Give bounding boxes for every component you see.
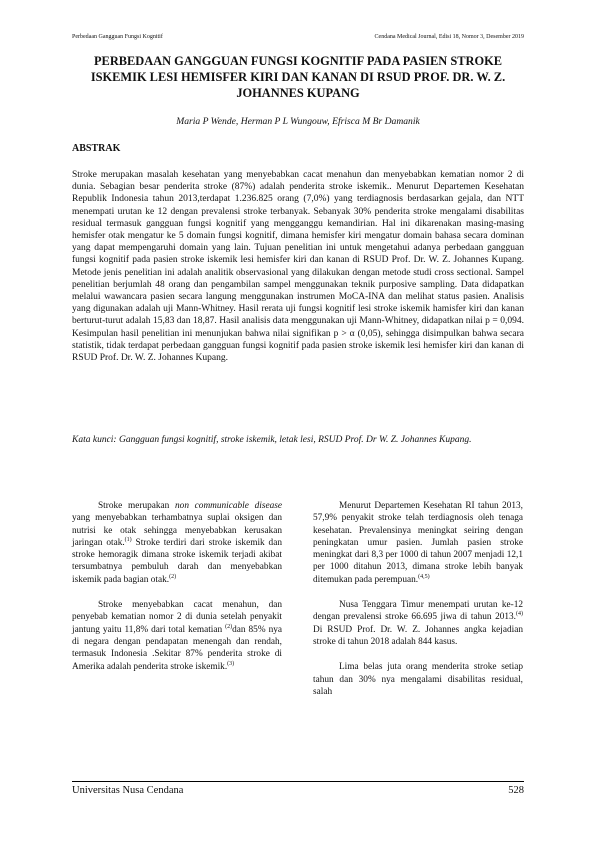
paragraph-text: Di RSUD Prof. Dr. W. Z. Johannes angka kejadian stroke di tahun 2018 adalah 844 kasus. bbox=[313, 624, 523, 647]
paragraph-text: Stroke merupakan bbox=[98, 501, 176, 511]
footer-divider bbox=[72, 781, 524, 782]
body-paragraph bbox=[313, 500, 523, 586]
paragraph-text: Lima belas juta orang menderita stroke setiap tahun dan 30% nya mengalami disabilitas residual, salah bbox=[313, 662, 523, 697]
paragraph-text: Menurut Departemen Kesehatan RI tahun 2013, 57,9% penyakit stroke telah terdiagnosis oleh tenaga kesehatan. Prevalensinya meningkat seiring dengan peningkatan umur pasien. Jumlah pasien stroke meningkat dari 8,3 per 1000 di tahun 2007 menjadi 12,1 per 1000 ditahun 2013, dimana stroke lebih banyak ditemukan pada perempuan. bbox=[313, 501, 523, 585]
body-column-right bbox=[313, 500, 523, 711]
body-paragraph bbox=[72, 500, 282, 586]
paragraph-text: Nusa Tenggara Timur menempati urutan ke-12 dengan prevalensi stroke 66.695 jiwa di tahun 2013. bbox=[313, 600, 523, 623]
emphasis-text: non communicable disease bbox=[175, 501, 282, 511]
paragraph-text: yang menyebabkan terhambatnya suplai oksigen dan nutrisi ke otak sehingga menyebabkan kerusakan jaringan otak. bbox=[72, 513, 282, 548]
paragraph-text: Stroke terdiri dari stroke iskemik dan stroke hemoragik dimana stroke iskemik terjadi akibat tersumbatnya pembuluh darah dan menyebabkan iskemik pada bagian otak. bbox=[72, 537, 282, 585]
citation-ref: (4) bbox=[516, 611, 523, 618]
abstract-heading: ABSTRAK bbox=[72, 143, 121, 154]
running-header-right: Cendana Medical Journal, Edisi 18, Nomor 3, Desember 2019 bbox=[374, 34, 524, 40]
citation-ref: (4,5) bbox=[418, 573, 430, 580]
running-header-left: Perbedaan Gangguan Fungsi Kognitif bbox=[72, 34, 163, 40]
abstract-text: Stroke merupakan masalah kesehatan yang menyebabkan cacat menahun dan menyebabkan kematian nomor 2 di dunia. Sebagian besar penderita stroke (87%) adalah penderita stroke iskemik.. Menurut Departemen Kesehatan Republik Indonesia tahun 2013,terdapat 1.236.825 orang (7,0%) yang terdiagnosis berdasarkan gejala, dan NTT menempati urutan ke 12 dengan prevalensi stroke terbanyak. Sebanyak 30% penderita stroke mengalami disabilitas residual termasuk gangguan fungsi kognitif yang mengganggu kemandirian. Hal ini dikarenakan masing-masing hemisfer otak mengatur ke 5 domain fungsi kognitif, dimana hemisfer kiri mengatur domain bahasa secara dominan yang dapat mempengaruhi domain yang lain. Tujuan penelitian ini untuk mengetahui adanya perbedaan gangguan fungsi kognitif pada pasien stroke iskemik lesi hemisfer kiri dan kanan di RSUD Prof. Dr. W. Z. Johannes Kupang. Metode jenis penelitian ini adalah analitik observasional yang dilakukan dengan metode studi cross sectional. Sampel penelitian berjumlah 48 orang dan pengambilan sampel menggunakan teknik purposive sampling. Data didapatkan melalui wawancara pasien secara langung menggunakan instrumen MoCA-INA dan melihat status pasien. Analisis yang digunakan adalah uji Mann-Whitney. Hasil rerata uji fungsi kognitif lesi stroke iskemik hamisfer kiri dan kanan berturut-turut adalah 15,83 dan 18,87. Hasil analisis data menggunakan uji Mann-Whitney, didapatkan nilai p = 0,094. Kesimpulan hasil penelitian ini menunjukan bahwa nilai signifikan p > α (0,05), sehingga disimpulkan bahwa secara statistik, tidak terdapat perbedaan gangguan fungsi kognitif pada pasien stroke iskemik lesi hemisfer kiri dan kanan di RSUD Prof. Dr. W. Z. Johannes Kupang. bbox=[72, 170, 524, 364]
page-number: 528 bbox=[508, 785, 524, 796]
body-paragraph bbox=[313, 599, 523, 648]
body-paragraph bbox=[72, 599, 282, 673]
footer-institution: Universitas Nusa Cendana bbox=[72, 785, 184, 796]
citation-ref: (1) bbox=[124, 536, 132, 543]
author-list: Maria P Wende, Herman P L Wungouw, Efrisca M Br Damanik bbox=[176, 116, 420, 127]
paragraph-text: dan 85% nya di negara dengan pendapatan menengah dan rendah, termasuk Indonesia .Sekitar 87% penderita stroke di Amerika adalah penderita stroke iskemik. bbox=[72, 624, 282, 672]
body-column-left bbox=[72, 500, 282, 686]
citation-ref: (3) bbox=[227, 660, 235, 667]
body-paragraph bbox=[313, 661, 523, 698]
citation-ref: (2) bbox=[225, 623, 233, 630]
paper-title: PERBEDAAN GANGGUAN FUNGSI KOGNITIF PADA PASIEN STROKE ISKEMIK LESI HEMISFER KIRI DAN KANAN DI RSUD PROF. DR. W. Z. JOHANNES KUPANG bbox=[90, 54, 506, 100]
citation-ref: (2) bbox=[169, 573, 177, 580]
keywords: Kata kunci: Gangguan fungsi kognitif, stroke iskemik, letak lesi, RSUD Prof. Dr W. Z. Johannes Kupang. bbox=[72, 435, 472, 445]
paragraph-text: Stroke menyebabkan cacat menahun, dan penyebab kematian nomor 2 di dunia setelah penyakit jantung yaitu 11,8% dari total kematian bbox=[72, 600, 282, 635]
